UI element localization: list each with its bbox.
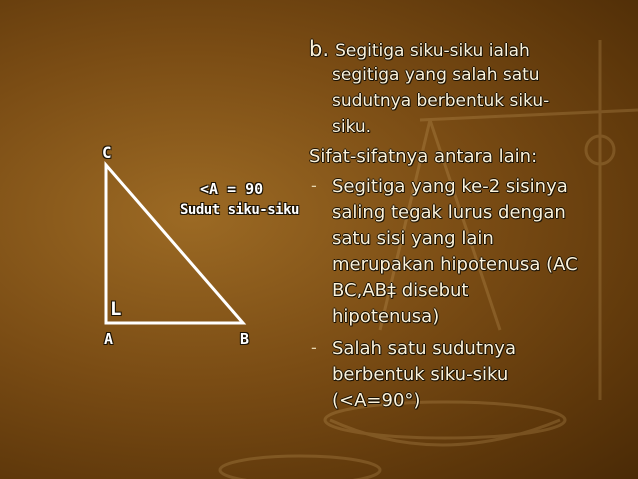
p1-line1: Segitiga yang ke-2 sisinya: [332, 176, 568, 197]
vertex-a-label: A: [104, 330, 114, 348]
p1-line3: satu sisi yang lain: [332, 228, 494, 249]
bullet-1-marker: -: [311, 176, 317, 195]
right-angle-mark: L: [110, 298, 122, 320]
p2-line3: (<A=90°): [332, 390, 421, 411]
p2-line2: berbentuk siku-siku: [332, 364, 509, 385]
bullet-2-marker: -: [311, 338, 317, 357]
angle-caption: Sudut siku-siku: [180, 202, 299, 218]
vertex-c-label: C: [102, 143, 112, 162]
item-b-text: Segitiga siku-siku ialah: [335, 41, 530, 61]
p2-line1: Salah satu sudutnya: [332, 338, 516, 359]
item-b-line1: [309, 36, 530, 64]
p1-line4: merupakan hipotenusa (AC: [332, 254, 578, 275]
properties-heading: Sifat-sifatnya antara lain:: [309, 146, 538, 167]
item-b-prefix: b.: [309, 37, 330, 61]
angle-label: <A = 90: [200, 180, 264, 198]
p1-line5: BC,AB‡ disebut: [332, 280, 469, 301]
item-b-line3: sudutnya berbentuk siku-: [332, 91, 550, 111]
item-b-line2: segitiga yang salah satu: [332, 65, 540, 85]
item-b-line4: siku.: [332, 117, 372, 137]
p1-line2: saling tegak lurus dengan: [332, 202, 566, 223]
p1-line6: hipotenusa): [332, 306, 440, 327]
vertex-b-label: B: [240, 330, 250, 348]
